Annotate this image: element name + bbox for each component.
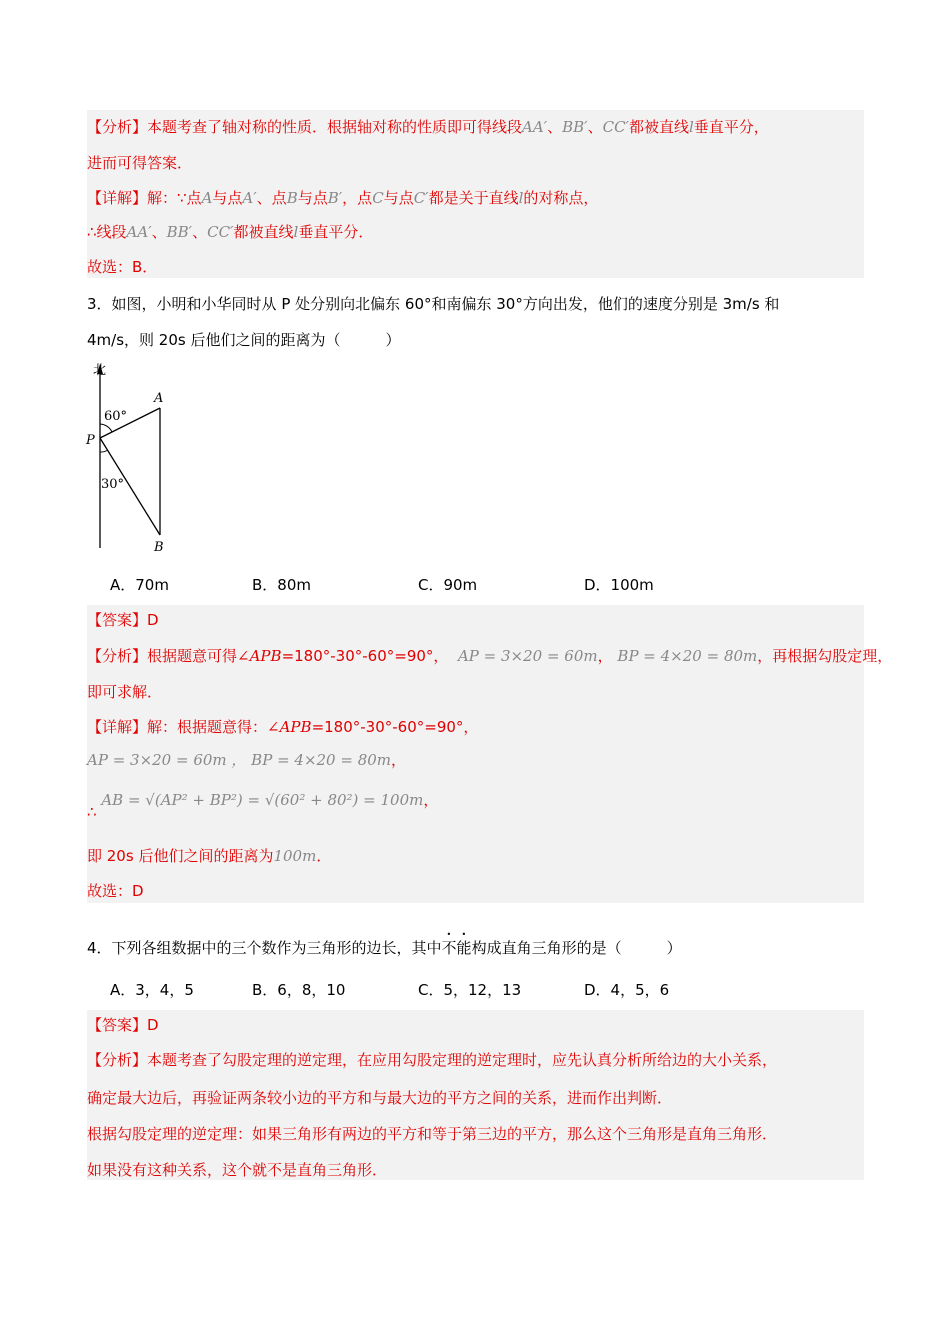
angle-60-label: 60° — [104, 409, 128, 424]
q3-option-d[interactable]: D．100m — [584, 576, 654, 594]
q3-choice: 故选：D — [87, 882, 144, 900]
analysis-tag: 【分析】 — [87, 118, 148, 136]
detail-line-2: ∴线段AA′、BB′、CC′都被直线l垂直平分． — [87, 223, 374, 241]
point-A-label: A — [154, 391, 164, 406]
analysis-line-1: 【分析】本题考查了轴对称的性质．根据轴对称的性质即可得线段AA′、BB′、CC′都被直线l垂直平分， — [87, 118, 769, 136]
point-P-label: P — [86, 433, 95, 448]
q3-analysis-line-2: 即可求解． — [87, 683, 163, 701]
q4-option-b[interactable]: B．6，8，10 — [252, 981, 346, 999]
north-label: 北 — [93, 363, 107, 378]
q3-option-c[interactable]: C．90m — [418, 576, 478, 594]
question-4-line-1: 4．下列各组数据中的三个数作为三角形的边长，其中不能构成直角三角形的是（ ） — [87, 939, 682, 957]
q3-detail-line-1: 【详解】解：根据题意得：∠APB=180°-30°-60°=90°， — [87, 718, 479, 736]
choice-line: 故选：B． — [87, 258, 158, 276]
q3-answer: 【答案】D — [87, 611, 159, 629]
q3-detail-line-3: ∴ AB = √(AP² + BP²) = √(60² + 80²) = 100m， — [87, 791, 439, 821]
angle-30-label: 30° — [101, 477, 125, 492]
q3-analysis-line-1: 【分析】根据题意可得∠APB=180°-30°-60°=90°， AP = 3×20 = 60m， BP = 4×20 = 80m，再根据勾股定理， — [87, 647, 893, 665]
q3-conclusion: 即 20s 后他们之间的距离为100m． — [87, 847, 332, 865]
question-3-line-2: 4m/s，则 20s 后他们之间的距离为（ ） — [87, 331, 401, 349]
q4-answer: 【答案】D — [87, 1016, 159, 1034]
q4-option-a[interactable]: A．3，4，5 — [110, 981, 194, 999]
q3-option-b[interactable]: B．80m — [252, 576, 311, 594]
q4-option-c[interactable]: C．5，12，13 — [418, 981, 522, 999]
q4-analysis-line-1: 【分析】本题考查了勾股定理的逆定理，在应用勾股定理的逆定理时，应先认真分析所给边的大小关系， — [87, 1051, 778, 1069]
q4-analysis-line-2: 确定最大边后，再验证两条较小边的平方和与最大边的平方之间的关系，进而作出判断． — [87, 1089, 673, 1107]
q3-option-a[interactable]: A．70m — [110, 576, 169, 594]
point-B-label: B — [154, 540, 164, 555]
q3-detail-line-2: AP = 3×20 = 60m ， BP = 4×20 = 80m， — [87, 751, 407, 769]
detail-line-1: 【详解】解：∵点A与点A′、点B与点B′，点C与点C′都是关于直线l的对称点， — [87, 189, 599, 207]
analysis-line-2: 进而可得答案． — [87, 154, 193, 172]
direction-diagram — [84, 360, 174, 560]
q4-analysis-line-4: 如果没有这种关系，这个就不是直角三角形． — [87, 1161, 388, 1179]
q4-analysis-line-3: 根据勾股定理的逆定理：如果三角形有两边的平方和等于第三边的平方，那么这个三角形是直角三角形． — [87, 1125, 778, 1143]
emphasis-text: 不能 — [441, 939, 472, 957]
question-3-line-1: 3．如图，小明和小华同时从 P 处分别向北偏东 60°和南偏东 30°方向出发，他们的速度分别是 3m/s 和 — [87, 295, 780, 313]
q4-option-d[interactable]: D．4，5，6 — [584, 981, 670, 999]
